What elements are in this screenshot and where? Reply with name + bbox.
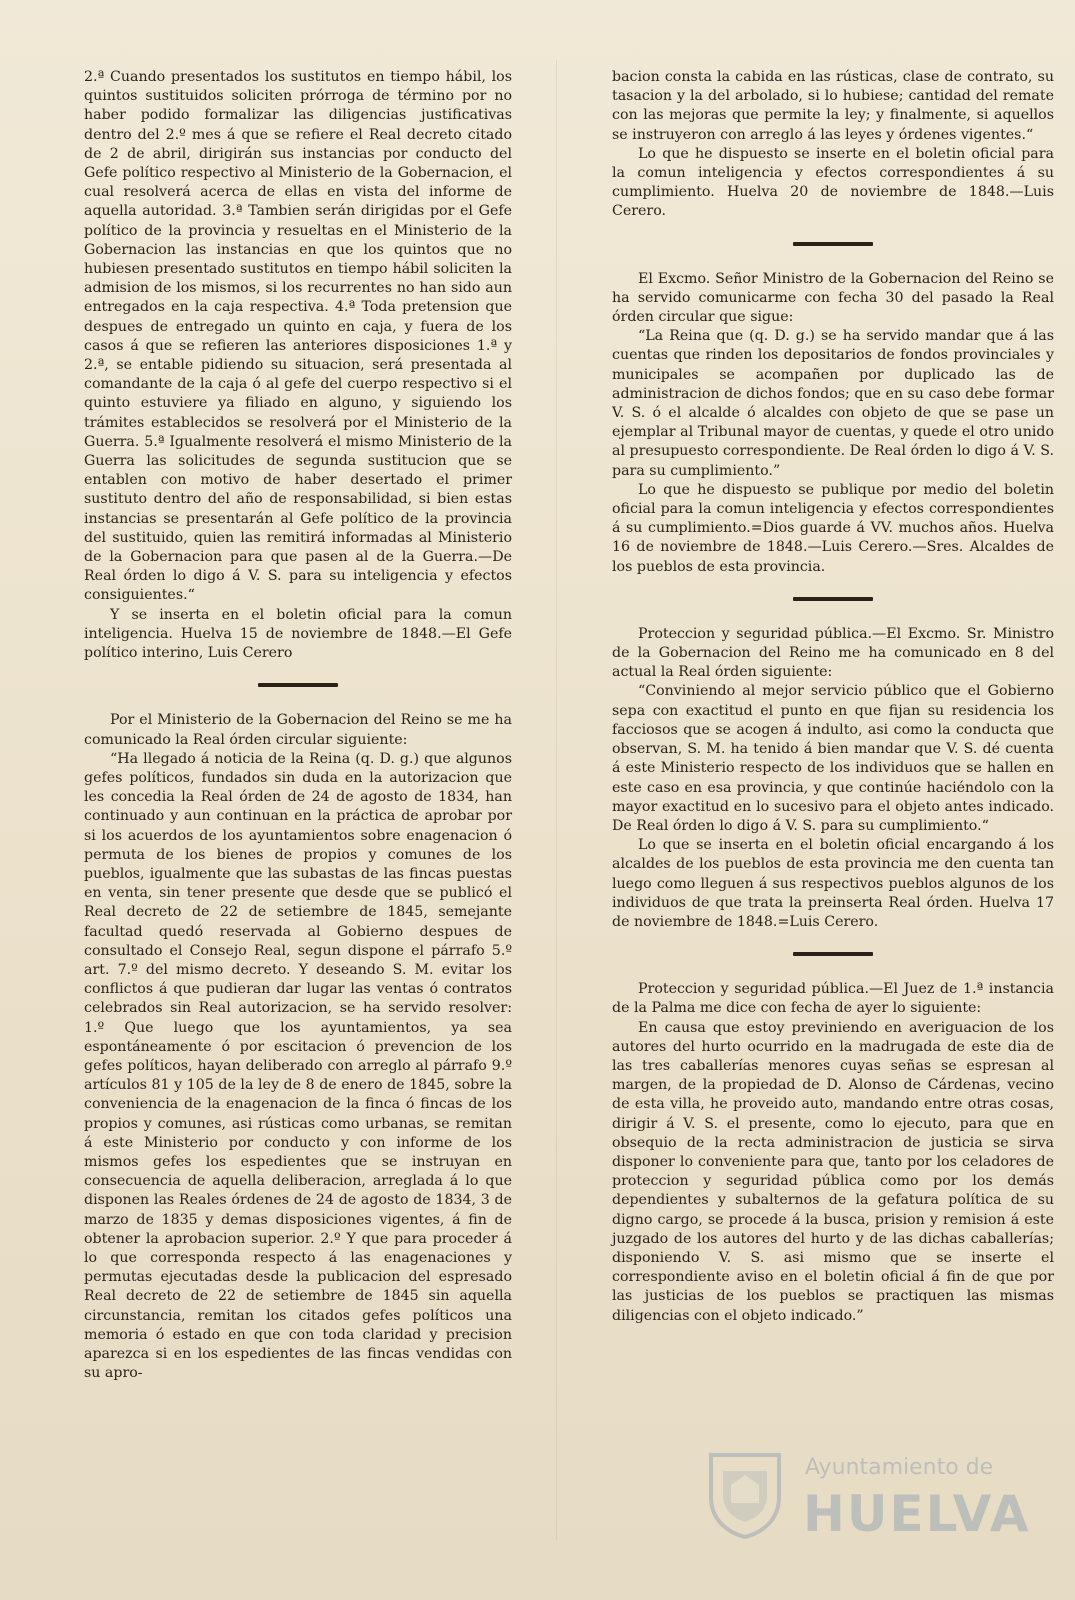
watermark [705,1445,1031,1545]
city-shield-icon [705,1451,785,1539]
paragraph: Proteccion y seguridad pública.—El Excmo. Sr. Ministro de la Gobernacion del Reino me ha comunicado en 8 del actual la Real órden siguiente: [612,625,1054,681]
watermark-line2: HUELVA [803,1485,1031,1543]
column-gutter [556,60,557,1540]
paragraph: Por el Ministerio de la Gobernacion del Reino se me ha comunicado la Real órden circular siguiente: [84,712,512,748]
watermark-line1: Ayuntamiento de [805,1455,994,1480]
paragraph: “Ha llegado á noticia de la Reina (q. D. g.) que algunos gefes políticos, fundados sin duda en la autorizacion que les concedia la Real órden de 24 de agosto de 1834, han continuado y aun continuan en la práctica de aprobar por si los acuerdos de los ayuntamientos sobre enagenacion ó permuta de los bienes de propios y comunes de los pueblos, igualmente que las subastas de las fincas puestas en venta, sin tener presente que desde que se publicó el Real decreto de 22 de setiembre de 1845, semejante facultad quedó reservada al Gobierno despues de consultado el Consejo Real, segun dispone el párrafo 5.º art. 7.º del mismo decreto. Y deseando S. M. evitar los conflictos á que pudieran dar lugar las ventas ó contratos celebrados sin Real autorizacion, se ha servido resolver: 1.º Que luego que los ayuntamientos, ya sea espontáneamente ó por escitacion ó prevencion de los gefes políticos, hayan deliberado con arreglo al párrafo 9.º artículos 81 y 105 de la ley de 8 de enero de 1845, sobre la conveniencia de la enagenacion de la finca ó fincas de los propios y comunes, asi rústicas como urbanas, se remitan á este Ministerio por conducto y con informe de los mismos gefes los espedientes que se instruyan en consecuencia de aquella deliberacion, arreglada á lo que disponen las Reales órdenes de 24 de agosto de 1834, 3 de marzo de 1835 y demas disposiciones vigentes, á fin de obtener la aprobacion superior. 2.º Y que para proceder á lo que corresponda respecto á las enagenaciones y permutas ejecutadas desde la publicacion del espresado Real decreto de 22 de setiembre de 1845 sin aquella circunstancia, remitan los citados gefes políticos una memoria ó estado en que con toda claridad y precision aparezca si en los espedientes de las fincas vendidas con su apro- [84,750,512,1382]
left-column [84,68,512,1383]
paragraph: Y se inserta en el boletin oficial para la comun inteligencia. Huelva 15 de noviembre de 1848.—El Gefe político interino, Luis Cerero [84,606,512,662]
paragraph: Lo que he dispuesto se publique por medio del boletin oficial para la comun inteligencia y efectos correspondientes á su cumplimiento.=Dios guarde á VV. muchos años. Huelva 16 de noviembre de 1848.—Luis Cerero.—Sres. Alcaldes de los pueblos de esta provincia. [612,481,1054,575]
section-separator [793,952,873,956]
paragraph: Lo que se inserta en el boletin oficial encargando á los alcaldes de los pueblos de esta provincia me den cuenta tan luego como lleguen á sus respectivos pueblos algunos de los individuos de que trata la preinserta Real órden. Huelva 17 de noviembre de 1848.=Luis Cerero. [612,837,1054,930]
paragraph: Lo que he dispuesto se inserte en el boletin oficial para la comun inteligencia y efectos correspondientes á su cumplimiento. Huelva 20 de noviembre de 1848.—Luis Cerero. [612,145,1054,220]
paragraph: 2.ª Cuando presentados los sustitutos en tiempo hábil, los quintos sustituidos soliciten prórroga de término por no haber podido formalizar las diligencias justificativas dentro del 2.º mes á que se refiere el Real decreto citado de 2 de abril, dirigirán sus instancias por conducto del Gefe político respectivo al Ministerio de la Gobernacion, el cual resolverá acerca de ellas en vista del informe de aquella autoridad. 3.ª Tambien serán dirigidas por el Gefe político de la provincia y resueltas en el Ministerio de la Gobernacion las instancias en que los quintos que no hubiesen presentado sustitutos en tiempo hábil soliciten la admision de los mismos, si los recurrentes no han sido aun entregados en la caja respectiva. 4.ª Toda pretension que despues de entregado un quinto en caja, y fuera de los casos á que se refieren las anteriores disposiciones 1.ª y 2.ª, se entable pidiendo su situacion, será presentada al comandante de la caja ó al gefe del cuerpo respectivo si el quinto estuviere ya filiado en alguno, y siguiendo los trámites establecidos se resolverá por el Ministerio de la Guerra. 5.ª Igualmente resolverá el mismo Ministerio de la Guerra las solicitudes de segunda sustitucion que se entablen con motivo de haber desertado el primer sustituto dentro del año de responsabilidad, si bien estas instancias se presentarán al Gefe político de la provincia del sustituido, quien las remitirá informadas al Ministerio de la Gobernacion para que pasen al de la Guerra.—De Real órden lo digo á V. S. para su inteligencia y efectos consiguientes.“ [84,69,512,604]
paragraph: bacion consta la cabida en las rústicas, clase de contrato, su tasacion y la del arbolado, si lo hubiese; cantidad del remate con las mejoras que permite la ley; y finalmente, si aquellos se instruyeron con arreglo á las leyes y órdenes vigentes.“ [612,69,1054,143]
paragraph: “Conviniendo al mejor servicio público que el Gobierno sepa con exactitud el punto en que fijan su residencia los facciosos que se acogen á indulto, asi como la conducta que observan, S. M. ha tenido á bien mandar que V. S. dé cuenta á este Ministerio respecto de los individuos que se hallen en este caso en esa provincia, y que continúe haciéndolo con la mayor exactitud en lo sucesivo para el objeto antes indicado. De Real órden lo digo á V. S. para su cumplimiento.“ [612,683,1054,834]
paragraph: El Excmo. Señor Ministro de la Gobernacion del Reino se ha servido comunicarme con fecha 30 del pasado la Real órden circular que sigue: [612,270,1054,326]
section-separator [793,242,873,246]
paragraph: “La Reina que (q. D. g.) se ha servido mandar que á las cuentas que rinden los depositarios de fondos provinciales y municipales se acompañen por duplicado las de administracion de dichos fondos; que en su caso debe formar V. S. ó el alcalde ó alcaldes con objeto de que se pase un ejemplar al Tribunal mayor de cuentas, y quede el otro unido al presupuesto correspondiente. De Real órden lo digo á V. S. para su cumplimiento.” [612,328,1054,479]
right-column [612,68,1054,1326]
paragraph: En causa que estoy previniendo en averiguacion de los autores del hurto ocurrido en la madrugada de este dia de las tres caballerías menores cuyas señas se espresan al margen, de la propiedad de D. Alonso de Cárdenas, vecino de esta villa, he proveido auto, mandando entre otras cosas, dirigir á V. S. el presente, como lo ejecuto, para que en obsequio de la recta administracion de justicia se sirva disponer lo conveniente para que, tanto por los celadores de proteccion y seguridad pública como por los demás dependientes y subalternos de la gefatura política de su digno cargo, se procede á la busca, prision y remision á este juzgado de los autores del hurto y de las dichas caballerías; disponiendo V. S. asi mismo que se inserte el correspondiente aviso en el boletin oficial á fin de que por las justicias de los pueblos se practiquen las mismas diligencias con el objeto indicado.” [612,1019,1054,1324]
paragraph: Proteccion y seguridad pública.—El Juez de 1.ª instancia de la Palma me dice con fecha de ayer lo siguiente: [612,981,1054,1017]
section-separator [793,597,873,601]
section-separator [258,683,338,687]
